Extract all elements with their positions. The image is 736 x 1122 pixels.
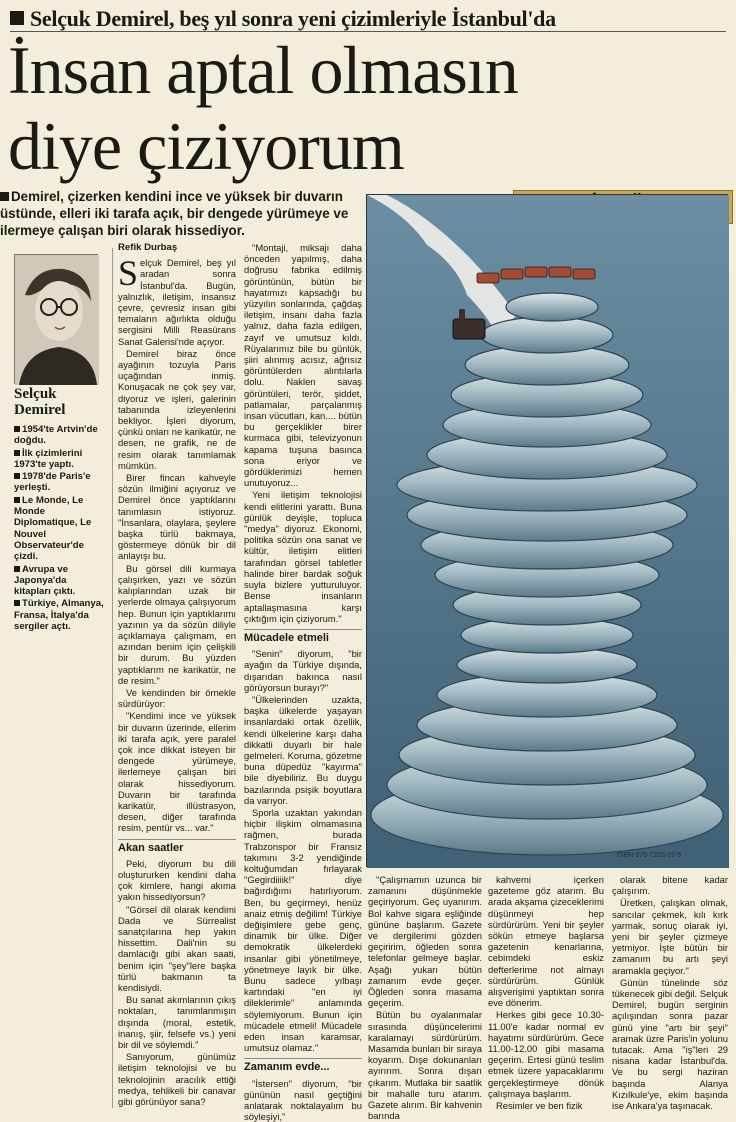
paragraph: Peki, diyorum bu dili oluştururken kendini daha çok kimlere, hangi akıma yakın hissediyorsun?: [118, 857, 236, 903]
paragraph: kahvemi içerken gazeteme göz atarım. Bu arada akşama çizeceklerimi düşünmeyi hep sürdürürüm. Yeni bir şeyler sökün etmeye başlarsa gazetenin kenarlarına, cebimdeki eskiz defterlerime not almayı sürdürürüm. Günlük alışverişimi yaptıktan sonra eve dönerim.: [488, 874, 604, 1009]
paragraph: Üretken, çalışkan olmak, sancılar çekmek, kılı kırk yarmak, sonuç olarak iyi, yeni bir şeyler çizmeye yetmiyor. İşte bütün bir zamanım bu artı şeyi aramakla geçiyor.": [612, 897, 728, 976]
article-column-3: [368, 874, 482, 1122]
paragraph: "Ülkelerinden uzakta, başka ülkelerde yaşayan insanlardaki ortak özellik, kendi ülkelerine karşı daha dikkatli duyarlı bir hale gelmeleri. Koruma, gözetme buna düpedüz "kayırma" bile diyebiliriz. Bu duygu bazılarında psişik boyutlara da varıyor.: [244, 693, 362, 806]
illustration: [366, 194, 728, 867]
paragraph: Herkes gibi gece 10.30-11.00'e kadar normal ev hayatımı sürdürürüm. Gece 11.00-12.00 gibi masama geçerim. Ertesi günü teslim etmek üzere yapacaklarımı gerçekleştirmeye dönük çalışmaya başlarım.: [488, 1009, 604, 1099]
illustration-caption: ISBN 975-7255-07-5: [617, 852, 682, 859]
paragraph: Ve kendinden bir örnekle sürdürüyor:: [118, 686, 236, 710]
portrait-illustration: [15, 255, 99, 385]
bio-name: Selçuk Demirel: [14, 386, 66, 418]
paragraph: Bu görsel dili kurmaya çalışırken, yazı ve sözün kalıplarından uzak bir yerlerde olmaya çalışıyorum hep. Bunun için yaptıklarımı yazının ya da sözün diliyle açıklamaya çalışmam, en azından benim için çelişkili bir durum. Bu yüzden yaptıklarım ne karikatür, ne de resim.": [118, 562, 236, 686]
paragraph: Bu sanat akımlarının çıkış noktaları, tanımlanmışın dışında (moral, estetik, inanış, şiir, felsefe vs.) yeni bir dil ve söylemdi.": [118, 994, 236, 1051]
deck: [0, 188, 365, 239]
paragraph: Bütün bu oyalanmalar sırasında düşüncelerimi karalamayı sürdürürüm. Masamda bunları bir sıraya koyarım. Dışe dokunanları ayırırım. Sonra dışarı çıkarım. Mutlaka bir saatlik bir mahalle turu atarım. Gazete alırım. Bir kahvenin barında: [368, 1009, 482, 1122]
paragraph: Sporla uzaktan yakından hiçbir ilişkim olmamasına rağmen, burada Trabzonspor bir Fransız takımını 3-2 yendiğinde koltuğumdan fırlayarak "Gegirdiiiik!" diye bağırdığımı hatırlıyorum. Ben, bu geçirmeyi, henüz anaiz etmiş değilim! Türkiye değişimlere gebe genç, dinamik bir ülke. Diğer demokratik ülkelerdeki insanlar gibi yönetilmeye, yönetmeye layık bir ülke. Bunu sadece yılbaşı kartındaki "en iyi dileklerimle" anlamında söylemiyorum. Bunun için mücadele etmeli! Mücadele eden insan karamsar, umutsuz olamaz.": [244, 806, 362, 1054]
bio-item: Avrupa ve Japonya'da kitapları çıktı.: [14, 563, 76, 598]
byline: Refik Durbaş: [118, 242, 178, 253]
article-column-1: [118, 242, 236, 1112]
bullet-square-icon: [10, 11, 24, 25]
bullet-square-icon: [14, 450, 20, 456]
paragraph: "Senin" diyorum, "bir ayağın da Türkiye dışında, dışarıdan bakınca nasıl görüyorsun burayı?": [244, 648, 362, 693]
paragraph: "Çalışmamın uzunca bir zamanını düşünmekle geçiriyorum. Geç uyanırım. Bol kahve sigara eşliğinde gününe başlarım. Gazete ve dergilerimi gözden geçiririm, öğleden sonra telefonlar gelmeye başlar. Aşağı yukarı bütün zamanım evde geçer. Öğleden sonra masama geçerim.: [368, 874, 482, 1009]
spiral-train-illustration: [367, 195, 729, 868]
bio-list: [14, 424, 104, 632]
bullet-square-icon: [14, 566, 20, 572]
article-column-5: [612, 874, 728, 1112]
bio-item: 1978'de Paris'e yerleşti.: [14, 471, 91, 494]
paragraph: "İstersen" diyorum, "bir gününün nasıl geçtiğini anlatarak noktalayalım bu söyleşiyi,": [244, 1077, 362, 1122]
paragraph: Günün tünelinde söz tükenecek gibi değil. Selçuk Demirel, bugün serginin açılışından sonra pazar günü yine "artı bir şeyi" aramak üzre Paris'in yolunu tutacak. Ama "iş"leri 29 nisana kadar İstanbul'da. Ve bu sergi haziran başında Alanya Kızılkule'ye, ekim başında ise Ankara'ya taşınacak.: [612, 976, 728, 1112]
paragraph: Sanıyorum, günümüz iletişim teknolojisi ve bu teknolojinin aracılık ettiği medya, tehlikeli bir canavar gibi görünüyor sana?: [118, 1051, 236, 1108]
bullet-square-icon: [14, 497, 20, 503]
bio-item: Türkiye, Almanya, Fransa, İtalya'da sergiler açtı.: [14, 598, 104, 633]
article-column-2: [244, 242, 362, 1122]
portrait-photo: [14, 254, 98, 384]
drop-cap: S: [118, 253, 139, 294]
bullet-square-icon: [0, 192, 9, 201]
paragraph: olarak bitene kadar çalışırım.: [612, 874, 728, 897]
paragraph: "Montaji, miksajı daha önceden yapılmış, daha doğrusu fabrika edilmiş görüntünün, bütün bir hayatımızı kapsadığı bu yüzyılın sonlarında, çağdaş iletişim, insanı daha fazla yalnız, daha fazla edilgen, zayıf ve umutsuz kıldı. Rüyalarımız bile bu günlük, şiiri alınmış acısız, ağrısız görüntülerden alıntılarla dolu. Naklen savaş görüntüleri, terör, şiddet, patlamalar, parçalanmış insan vücutları, kan.... bütün bu gerçeklikler birer kurmaca gibi, televizyonun kapama tuşuna basınca sona eriyor ve gördüklerimizi hemen unutuyoruz...: [244, 242, 362, 489]
deck-text: Demirel, çizerken kendini ince ve yüksek bir duvarın üstünde, elleri iki tarafa açık, bir dengede yürümeye ve ilermeye çalışan biri olarak hissediyor.: [0, 189, 349, 238]
kicker-text: Selçuk Demirel, beş yıl sonra yeni çizimleriyle İstanbul'da: [30, 6, 556, 31]
subheading: Zamanım evde...: [244, 1058, 362, 1073]
bullet-square-icon: [14, 426, 20, 432]
article-column-4: [488, 874, 604, 1112]
column-rule: [112, 248, 113, 1108]
headline: [8, 32, 728, 184]
kicker: [10, 6, 726, 32]
headline-line-1: İnsan aptal olmasın: [8, 32, 518, 108]
bullet-square-icon: [14, 600, 20, 606]
paragraph: Demirel biraz önce ayağının tozuyla Paris uçağından inmiş. Konuşacak ne çok şey var, diyoruz ve işleri, galerinin tabanında izleyenlerini bekliyor. İşleri diyorum, çünkü onları ne karikatür, ne desen, ne grafik, ne de resim olarak tanımlamak mümkün.: [118, 347, 236, 471]
paragraph: Resimler ve ben fizik: [496, 1100, 583, 1112]
paragraph: Selçuk Demirel, beş yıl aradan sonra İstanbul'da. Bugün, yalnızlık, iletişim, insansız çevre, çevresiz insan gibi temaların ağırlıkta olduğu sergisini Milli Reasürans Sanat Galerisi'nde açıyor.: [118, 253, 236, 347]
headline-line-2: diye çiziyorum: [8, 108, 404, 184]
bullet-square-icon: [14, 473, 20, 479]
subheading: Akan saatler: [118, 839, 236, 854]
paragraph: "Kendimi ince ve yüksek bir duvarın üzerinde, ellerim iki tarafa açık, yere paralel çok ince dikkat isteyen bir dengede yürümeye, ilerlemeye çalışan biri olarak hissediyorum. Duvarın bir tarafında karikatür, illüstrasyon, desen, diğer tarafında resim, pentür vs... var.": [118, 710, 236, 834]
paragraph: Birer fincan kahveyle sözün ilmiğini açıyoruz ve Demirel önce yaptıklarını tanımlasın istiyoruz. "İnsanlara, olaylara, şeylere başka türlü bakmaya, göstermeye dönük bir dil anlayışı bu.: [118, 472, 236, 562]
bio-item: 1954'te Artvin'de doğdu.: [14, 424, 98, 447]
bio-item: İlk çizimlerini 1973'te yaptı.: [14, 447, 83, 470]
paragraph: "Görsel dil olarak kendimi Dada ve Sürrealist sanatçılarına hep yakın hissettim. Dali'nin su damlacığı gibi akan saati, benim için "şey"lere başka türlü bakmanın ta kendisiydi.: [118, 903, 236, 993]
paragraph: Yeni iletişim teknolojisi kendi elitlerini yarattı. Buna günlük deyişle, topluca "medya" diyoruz. Ekonomi, politika sözün ona sanat ve kültür, iletişim elitleri tarafından görsel tabletler halinde birer bardak soğuk suyla bizlere yutturuluyor. Bense insanların aptallaşmasına karşı çıktığım için çiziyorum.": [244, 489, 362, 624]
subheading: Mücadele etmeli: [244, 629, 362, 644]
bio-item: Le Monde, Le Monde Diplomatique, Le Nouvel Observateur'de çizdi.: [14, 494, 92, 563]
bio-box: [14, 386, 104, 633]
